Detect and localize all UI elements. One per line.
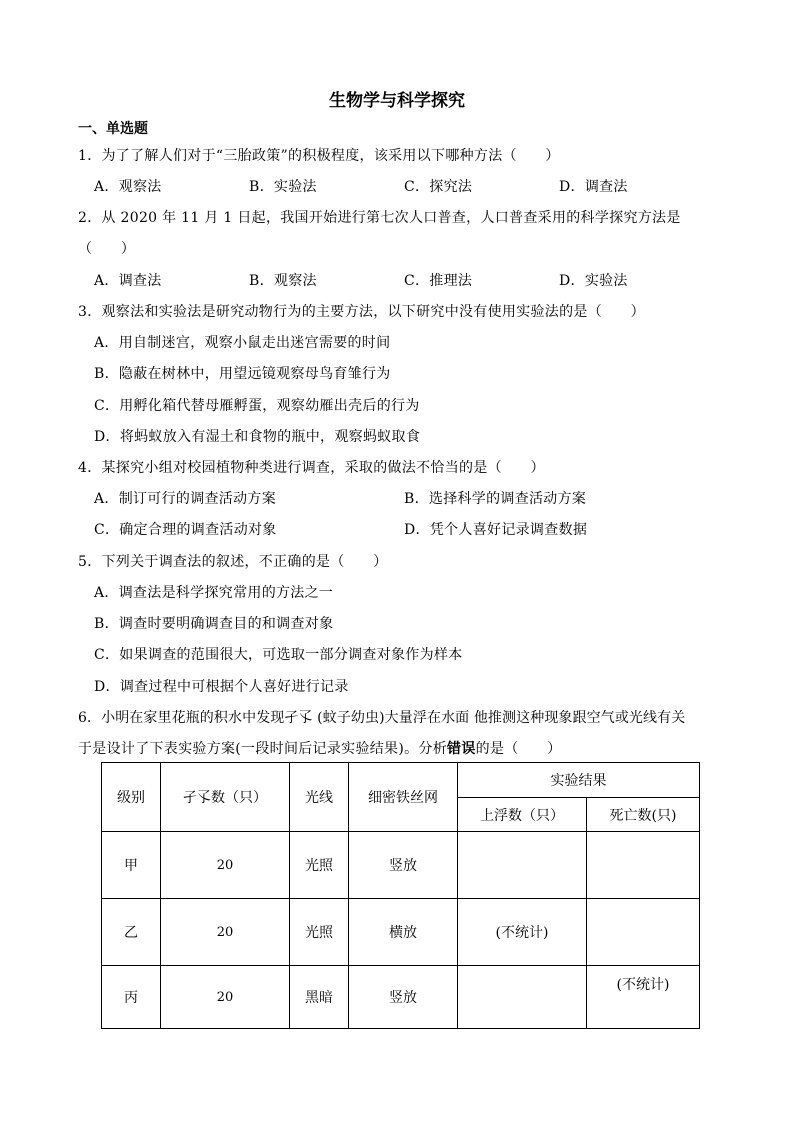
q2-option-d[interactable]: D．实验法: [559, 273, 628, 289]
q4-option-a[interactable]: A．制订可行的调查活动方案: [94, 491, 277, 507]
question-6-stem: 6．小明在家里花瓶的积水中发现孑孓 (蚊子幼虫)大量浮在水面 他推测这种现象跟空气或光线有关: [78, 710, 686, 726]
question-1-stem: 1．为了了解人们对于“三胎政策”的积极程度，该采用以下哪种方法（ ）: [78, 148, 560, 164]
cell-mesh: 竖放: [349, 832, 458, 899]
header-dead: 死亡数(只): [587, 798, 700, 832]
cell-group: 甲: [102, 832, 161, 899]
header-group: 级别: [102, 763, 161, 832]
section-heading: 一、单选题: [78, 121, 148, 137]
cell-light: 黑暗: [290, 966, 349, 1029]
q1-option-b[interactable]: B．实验法: [249, 179, 317, 195]
q4-option-c[interactable]: C．确定合理的调查活动对象: [94, 522, 277, 538]
q2-option-a[interactable]: A．调查法: [94, 273, 162, 289]
cell-group: 丙: [102, 966, 161, 1029]
q2-option-b[interactable]: B．观察法: [249, 273, 317, 289]
header-light: 光线: [290, 763, 349, 832]
cell-count: 20: [161, 832, 290, 899]
cell-light: 光照: [290, 899, 349, 966]
header-mesh: 细密铁丝网: [349, 763, 458, 832]
q1-option-c[interactable]: C．探究法: [404, 179, 473, 195]
q4-option-b[interactable]: B．选择科学的调查活动方案: [404, 491, 587, 507]
cell-count: 20: [161, 966, 290, 1029]
header-count: 孑孓数（只）: [161, 763, 290, 832]
q6-emphasis: 错误: [447, 741, 476, 757]
q3-option-d[interactable]: D．将蚂蚁放入有湿土和食物的瓶中，观察蚂蚁取食: [94, 429, 421, 445]
table-row: [102, 899, 700, 966]
question-4-stem: 4．某探究小组对校园植物种类进行调查，采取的做法不恰当的是（ ）: [78, 460, 545, 476]
cell-float: (不统计): [458, 899, 587, 966]
cell-mesh: 竖放: [349, 966, 458, 1029]
q6-text-a: 于是设计了下表实验方案(一段时间后记录实验结果)。分析: [78, 741, 448, 757]
q4-option-d[interactable]: D．凭个人喜好记录调查数据: [404, 522, 588, 538]
q3-option-c[interactable]: C．用孵化箱代替母雁孵蛋，观察幼雁出壳后的行为: [94, 398, 420, 414]
cell-float: [458, 966, 587, 1029]
q5-option-b[interactable]: B．调查时要明确调查目的和调查对象: [94, 616, 334, 632]
header-result: 实验结果: [458, 763, 700, 798]
cell-dead: (不统计): [587, 966, 700, 1029]
header-float: 上浮数（只）: [458, 798, 587, 832]
question-6-stem-cont: [78, 738, 561, 758]
table-header-row: [102, 763, 700, 798]
question-2-stem: 2．从 2020 年 11 月 1 日起，我国开始进行第七次人口普查，人口普查采用的科学探究方法是: [78, 210, 681, 226]
experiment-table: [101, 762, 700, 1029]
cell-float: [458, 832, 587, 899]
q6-text-b: 的是（ ）: [475, 741, 562, 757]
q5-option-a[interactable]: A．调查法是科学探究常用的方法之一: [94, 585, 334, 601]
cell-light: 光照: [290, 832, 349, 899]
q5-option-d[interactable]: D．调查过程中可根据个人喜好进行记录: [94, 679, 349, 695]
q3-option-b[interactable]: B．隐蔽在树林中，用望远镜观察母鸟育雏行为: [94, 366, 391, 382]
q2-option-c[interactable]: C．推理法: [404, 273, 473, 289]
cell-count: 20: [161, 899, 290, 966]
question-5-stem: 5．下列关于调查法的叙述，不正确的是（ ）: [78, 554, 388, 570]
cell-dead: [587, 832, 700, 899]
q1-option-a[interactable]: A．观察法: [94, 179, 162, 195]
cell-dead: [587, 899, 700, 966]
question-2-stem-cont: （ ）: [78, 241, 136, 257]
table-row: [102, 966, 700, 1029]
cell-mesh: 横放: [349, 899, 458, 966]
cell-group: 乙: [102, 899, 161, 966]
question-3-stem: 3．观察法和实验法是研究动物行为的主要方法，以下研究中没有使用实验法的是（ ）: [78, 304, 645, 320]
q3-option-a[interactable]: A．用自制迷宫，观察小鼠走出迷宫需要的时间: [94, 335, 391, 351]
table-row: [102, 832, 700, 899]
q5-option-c[interactable]: C．如果调查的范围很大，可选取一部分调查对象作为样本: [94, 647, 463, 663]
page-title: 生物学与科学探究: [329, 91, 465, 111]
q1-option-d[interactable]: D．调查法: [559, 179, 628, 195]
